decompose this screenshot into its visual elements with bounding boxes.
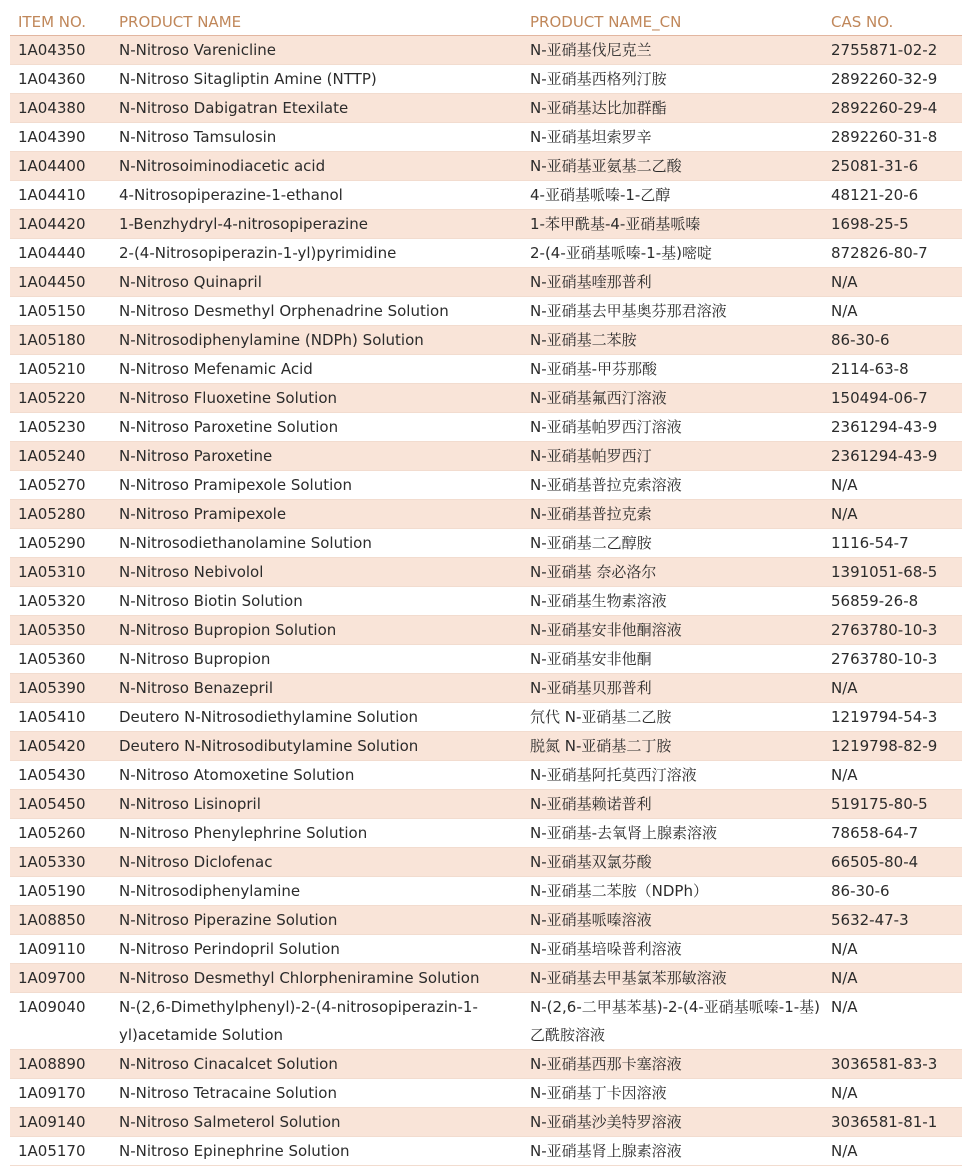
cell-item-no: 1A05180	[10, 326, 111, 355]
table-row	[10, 94, 962, 123]
cell-product-name: N-Nitroso Salmeterol Solution	[111, 1108, 522, 1137]
cell-product-name: 4-Nitrosopiperazine-1-ethanol	[111, 181, 522, 210]
table-row	[10, 906, 962, 935]
cell-product-name-cn: N-亚硝基二苯胺（NDPh）	[522, 877, 823, 906]
cell-product-name: N-Nitroso Sitagliptin Amine (NTTP)	[111, 65, 522, 94]
cell-product-name-cn: N-亚硝基培哚普利溶液	[522, 935, 823, 964]
cell-product-name: N-Nitroso Tamsulosin	[111, 123, 522, 152]
cell-product-name-cn: N-亚硝基西那卡塞溶液	[522, 1050, 823, 1079]
cell-item-no: 1A08850	[10, 906, 111, 935]
cell-product-name-cn: N-亚硝基-甲芬那酸	[522, 355, 823, 384]
cell-product-name: N-Nitroso Biotin Solution	[111, 587, 522, 616]
table-row	[10, 65, 962, 94]
cell-product-name: N-Nitrosoiminodiacetic acid	[111, 152, 522, 181]
cell-item-no: 1A04450	[10, 268, 111, 297]
cell-cas-no: 56859-26-8	[823, 587, 962, 616]
cell-item-no: 1A05420	[10, 732, 111, 761]
product-table-container	[10, 8, 962, 1166]
cell-item-no: 1A05260	[10, 819, 111, 848]
cell-cas-no: 150494-06-7	[823, 384, 962, 413]
product-table	[10, 8, 962, 1166]
cell-item-no: 1A04400	[10, 152, 111, 181]
table-row	[10, 36, 962, 65]
table-row	[10, 500, 962, 529]
cell-cas-no: 86-30-6	[823, 877, 962, 906]
cell-product-name-cn: N-亚硝基赖诺普利	[522, 790, 823, 819]
header-cas-no: CAS NO.	[823, 8, 962, 36]
cell-cas-no: 5632-47-3	[823, 906, 962, 935]
table-row	[10, 239, 962, 268]
cell-product-name-cn: N-亚硝基去甲基氯苯那敏溶液	[522, 964, 823, 993]
cell-cas-no: 1698-25-5	[823, 210, 962, 239]
table-row	[10, 790, 962, 819]
cell-product-name-cn: N-亚硝基双氯芬酸	[522, 848, 823, 877]
cell-cas-no: 78658-64-7	[823, 819, 962, 848]
table-row	[10, 268, 962, 297]
table-row	[10, 442, 962, 471]
cell-item-no: 1A09170	[10, 1079, 111, 1108]
cell-item-no: 1A09040	[10, 993, 111, 1050]
table-row	[10, 587, 962, 616]
cell-cas-no: 2361294-43-9	[823, 413, 962, 442]
cell-cas-no: 1219794-54-3	[823, 703, 962, 732]
cell-product-name-cn: N-亚硝基-去氧肾上腺素溶液	[522, 819, 823, 848]
cell-product-name: N-Nitroso Fluoxetine Solution	[111, 384, 522, 413]
cell-item-no: 1A04420	[10, 210, 111, 239]
cell-item-no: 1A05360	[10, 645, 111, 674]
table-row	[10, 123, 962, 152]
cell-product-name-cn: N-亚硝基西格列汀胺	[522, 65, 823, 94]
cell-product-name: N-Nitroso Bupropion Solution	[111, 616, 522, 645]
cell-item-no: 1A05280	[10, 500, 111, 529]
cell-cas-no: 86-30-6	[823, 326, 962, 355]
cell-product-name-cn: N-亚硝基安非他酮	[522, 645, 823, 674]
cell-product-name-cn: N-亚硝基达比加群酯	[522, 94, 823, 123]
cell-product-name: N-Nitroso Cinacalcet Solution	[111, 1050, 522, 1079]
cell-item-no: 1A05320	[10, 587, 111, 616]
cell-product-name-cn: N-亚硝基伐尼克兰	[522, 36, 823, 65]
cell-item-no: 1A05230	[10, 413, 111, 442]
cell-product-name: N-Nitroso Nebivolol	[111, 558, 522, 587]
table-row	[10, 1108, 962, 1137]
cell-product-name-cn: N-亚硝基二苯胺	[522, 326, 823, 355]
cell-item-no: 1A05330	[10, 848, 111, 877]
cell-product-name-cn: N-亚硝基阿托莫西汀溶液	[522, 761, 823, 790]
cell-product-name: N-Nitroso Paroxetine Solution	[111, 413, 522, 442]
cell-cas-no: 872826-80-7	[823, 239, 962, 268]
cell-item-no: 1A05270	[10, 471, 111, 500]
cell-product-name: N-Nitroso Tetracaine Solution	[111, 1079, 522, 1108]
cell-product-name-cn: N-亚硝基安非他酮溶液	[522, 616, 823, 645]
cell-cas-no: 2892260-31-8	[823, 123, 962, 152]
cell-item-no: 1A05190	[10, 877, 111, 906]
table-row	[10, 529, 962, 558]
cell-product-name: N-Nitroso Diclofenac	[111, 848, 522, 877]
cell-product-name-cn: 2-(4-亚硝基哌嗪-1-基)嘧啶	[522, 239, 823, 268]
cell-cas-no: 2763780-10-3	[823, 616, 962, 645]
cell-product-name-cn: N-亚硝基帕罗西汀溶液	[522, 413, 823, 442]
cell-product-name: N-Nitroso Phenylephrine Solution	[111, 819, 522, 848]
cell-cas-no: 3036581-83-3	[823, 1050, 962, 1079]
table-row	[10, 819, 962, 848]
cell-cas-no: 1116-54-7	[823, 529, 962, 558]
table-row	[10, 558, 962, 587]
cell-product-name-cn: N-亚硝基去甲基奥芬那君溶液	[522, 297, 823, 326]
cell-product-name-cn: N-亚硝基贝那普利	[522, 674, 823, 703]
table-row	[10, 964, 962, 993]
table-row	[10, 181, 962, 210]
cell-item-no: 1A05210	[10, 355, 111, 384]
cell-product-name: N-(2,6-Dimethylphenyl)-2-(4-nitrosopiperazin-1-yl)acetamide Solution	[111, 993, 522, 1050]
cell-product-name-cn: N-亚硝基肾上腺素溶液	[522, 1137, 823, 1166]
cell-product-name-cn: N-亚硝基丁卡因溶液	[522, 1079, 823, 1108]
cell-item-no: 1A05410	[10, 703, 111, 732]
cell-product-name-cn: N-(2,6-二甲基苯基)-2-(4-亚硝基哌嗪-1-基)乙酰胺溶液	[522, 993, 823, 1050]
cell-product-name: N-Nitroso Epinephrine Solution	[111, 1137, 522, 1166]
table-row	[10, 732, 962, 761]
cell-cas-no: N/A	[823, 935, 962, 964]
cell-product-name: N-Nitroso Varenicline	[111, 36, 522, 65]
table-row	[10, 877, 962, 906]
table-row	[10, 935, 962, 964]
cell-cas-no: N/A	[823, 964, 962, 993]
cell-cas-no: 2755871-02-2	[823, 36, 962, 65]
cell-product-name: N-Nitroso Quinapril	[111, 268, 522, 297]
cell-item-no: 1A09110	[10, 935, 111, 964]
cell-cas-no: 2892260-29-4	[823, 94, 962, 123]
cell-cas-no: N/A	[823, 471, 962, 500]
cell-product-name: N-Nitrosodiethanolamine Solution	[111, 529, 522, 558]
cell-product-name: N-Nitroso Pramipexole Solution	[111, 471, 522, 500]
cell-cas-no: N/A	[823, 1137, 962, 1166]
cell-cas-no: 519175-80-5	[823, 790, 962, 819]
cell-item-no: 1A05290	[10, 529, 111, 558]
table-row	[10, 848, 962, 877]
cell-product-name: N-Nitroso Bupropion	[111, 645, 522, 674]
cell-product-name-cn: 1-苯甲酰基-4-亚硝基哌嗪	[522, 210, 823, 239]
table-row	[10, 326, 962, 355]
cell-product-name-cn: N-亚硝基哌嗪溶液	[522, 906, 823, 935]
cell-product-name: Deutero N-Nitrosodibutylamine Solution	[111, 732, 522, 761]
table-body	[10, 36, 962, 1166]
cell-product-name: N-Nitroso Paroxetine	[111, 442, 522, 471]
cell-cas-no: 2763780-10-3	[823, 645, 962, 674]
cell-cas-no: N/A	[823, 674, 962, 703]
cell-product-name: Deutero N-Nitrosodiethylamine Solution	[111, 703, 522, 732]
table-row	[10, 645, 962, 674]
table-row	[10, 674, 962, 703]
cell-item-no: 1A05350	[10, 616, 111, 645]
cell-cas-no: 3036581-81-1	[823, 1108, 962, 1137]
cell-product-name-cn: N-亚硝基坦索罗辛	[522, 123, 823, 152]
table-row	[10, 616, 962, 645]
cell-cas-no: N/A	[823, 1079, 962, 1108]
cell-product-name-cn: 脱氮 N-亚硝基二丁胺	[522, 732, 823, 761]
cell-product-name: N-Nitroso Lisinopril	[111, 790, 522, 819]
cell-cas-no: 2892260-32-9	[823, 65, 962, 94]
cell-product-name-cn: N-亚硝基二乙醇胺	[522, 529, 823, 558]
cell-product-name: 1-Benzhydryl-4-nitrosopiperazine	[111, 210, 522, 239]
cell-cas-no: 2361294-43-9	[823, 442, 962, 471]
cell-product-name: N-Nitroso Piperazine Solution	[111, 906, 522, 935]
cell-cas-no: N/A	[823, 268, 962, 297]
cell-item-no: 1A05150	[10, 297, 111, 326]
cell-product-name-cn: N-亚硝基普拉克索溶液	[522, 471, 823, 500]
cell-item-no: 1A04390	[10, 123, 111, 152]
header-item-no: ITEM NO.	[10, 8, 111, 36]
cell-cas-no: N/A	[823, 993, 962, 1050]
table-row	[10, 1137, 962, 1166]
cell-cas-no: 1391051-68-5	[823, 558, 962, 587]
cell-product-name: N-Nitroso Mefenamic Acid	[111, 355, 522, 384]
cell-product-name-cn: 氘代 N-亚硝基二乙胺	[522, 703, 823, 732]
cell-item-no: 1A04410	[10, 181, 111, 210]
cell-product-name-cn: N-亚硝基生物素溶液	[522, 587, 823, 616]
cell-product-name-cn: N-亚硝基氟西汀溶液	[522, 384, 823, 413]
table-row	[10, 993, 962, 1050]
cell-product-name: N-Nitroso Perindopril Solution	[111, 935, 522, 964]
cell-item-no: 1A09140	[10, 1108, 111, 1137]
cell-item-no: 1A04360	[10, 65, 111, 94]
table-row	[10, 355, 962, 384]
table-row	[10, 761, 962, 790]
cell-cas-no: 66505-80-4	[823, 848, 962, 877]
header-product-name: PRODUCT NAME	[111, 8, 522, 36]
cell-product-name: N-Nitroso Benazepril	[111, 674, 522, 703]
header-product-name-cn: PRODUCT NAME_CN	[522, 8, 823, 36]
cell-item-no: 1A04350	[10, 36, 111, 65]
cell-item-no: 1A05170	[10, 1137, 111, 1166]
table-row	[10, 413, 962, 442]
cell-cas-no: 1219798-82-9	[823, 732, 962, 761]
cell-item-no: 1A09700	[10, 964, 111, 993]
cell-product-name: N-Nitroso Pramipexole	[111, 500, 522, 529]
cell-product-name-cn: N-亚硝基帕罗西汀	[522, 442, 823, 471]
cell-item-no: 1A05310	[10, 558, 111, 587]
cell-product-name: N-Nitrosodiphenylamine	[111, 877, 522, 906]
table-header	[10, 8, 962, 36]
cell-product-name: N-Nitroso Desmethyl Chlorpheniramine Solution	[111, 964, 522, 993]
table-row	[10, 152, 962, 181]
cell-product-name-cn: N-亚硝基亚氨基二乙酸	[522, 152, 823, 181]
table-row	[10, 1079, 962, 1108]
table-row	[10, 210, 962, 239]
cell-item-no: 1A05240	[10, 442, 111, 471]
cell-item-no: 1A05390	[10, 674, 111, 703]
cell-item-no: 1A08890	[10, 1050, 111, 1079]
table-row	[10, 1050, 962, 1079]
cell-cas-no: N/A	[823, 500, 962, 529]
cell-product-name-cn: 4-亚硝基哌嗪-1-乙醇	[522, 181, 823, 210]
cell-product-name: 2-(4-Nitrosopiperazin-1-yl)pyrimidine	[111, 239, 522, 268]
table-row	[10, 297, 962, 326]
cell-item-no: 1A05450	[10, 790, 111, 819]
cell-cas-no: 2114-63-8	[823, 355, 962, 384]
cell-cas-no: 25081-31-6	[823, 152, 962, 181]
cell-product-name-cn: N-亚硝基喹那普利	[522, 268, 823, 297]
cell-product-name-cn: N-亚硝基 奈必洛尔	[522, 558, 823, 587]
cell-product-name: N-Nitrosodiphenylamine (NDPh) Solution	[111, 326, 522, 355]
cell-item-no: 1A04380	[10, 94, 111, 123]
cell-cas-no: N/A	[823, 761, 962, 790]
header-row	[10, 8, 962, 36]
cell-item-no: 1A05430	[10, 761, 111, 790]
table-row	[10, 471, 962, 500]
cell-item-no: 1A04440	[10, 239, 111, 268]
cell-product-name: N-Nitroso Atomoxetine Solution	[111, 761, 522, 790]
cell-product-name: N-Nitroso Dabigatran Etexilate	[111, 94, 522, 123]
cell-cas-no: N/A	[823, 297, 962, 326]
table-row	[10, 384, 962, 413]
table-row	[10, 703, 962, 732]
cell-cas-no: 48121-20-6	[823, 181, 962, 210]
cell-product-name-cn: N-亚硝基沙美特罗溶液	[522, 1108, 823, 1137]
cell-item-no: 1A05220	[10, 384, 111, 413]
cell-product-name-cn: N-亚硝基普拉克索	[522, 500, 823, 529]
cell-product-name: N-Nitroso Desmethyl Orphenadrine Solution	[111, 297, 522, 326]
